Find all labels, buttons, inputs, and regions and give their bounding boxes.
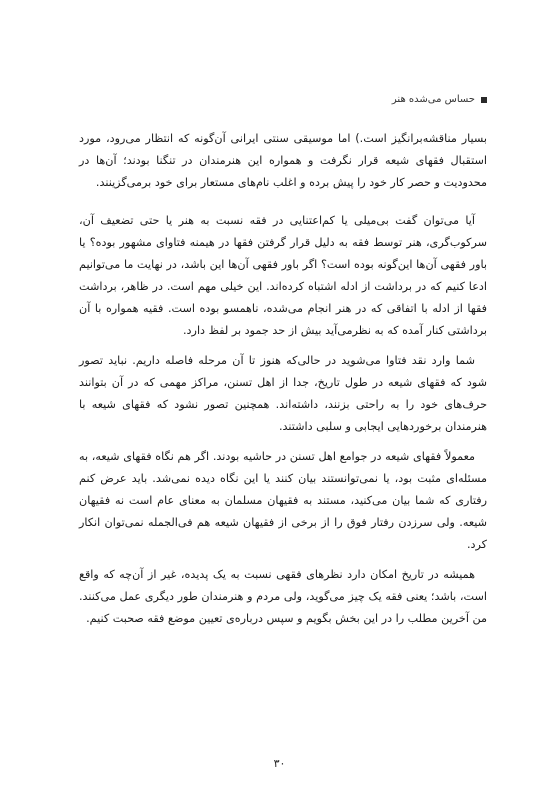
- paragraph: معمولاً فقهای شیعه در جوامع اهل تسنن در حاشیه بودند. اگر هم نگاه فقهای شیعه، به مسئله‌ای مثبت بود، یا نمی‌توانستند بیان کنند یا این نگاه دیده نمی‌شد. باید عرض کنم رفتاری که شما بیان می‌کنید، مستند به فقیهان مسلمان به معنای عام است نه فقیهان شیعه. ولی سرزدن رفتار فوق را از برخی از فقیهان شیعه هم فی‌الجمله نمی‌توان انکار کرد.: [79, 450, 487, 551]
- running-header: [392, 94, 487, 105]
- paragraph: بسیار مناقشه‌برانگیز است.) اما موسیقی سنتی ایرانی آن‌گونه که انتظار می‌رود، مورد استقبال فقهای شیعه قرار نگرفت و همواره این هنرمندان در تنگنا بودند؛ آن‌ها در محدودیت و حصر کار خود را پیش برده و اغلب نام‌های مستعار برای خود برمی‌گزینند.: [79, 132, 487, 189]
- paragraph: همیشه در تاریخ امکان دارد نظرهای فقهی نسبت به یک پدیده، غیر از آن‌چه که واقع است، باشد؛ یعنی فقه یک چیز می‌گوید، ولی مردم و هنرمندان طور دیگری عمل می‌کنند. من آخرین مطلب را در این بخش بگویم و سپس درباره‌ی تعیین موضع فقه صحبت کنیم.: [79, 568, 487, 625]
- paragraph: آیا می‌توان گفت بی‌میلی یا کم‌اعتنایی در فقه نسبت به هنر یا حتی تضعیف آن، سرکوب‌گری، هنر توسط فقه به دلیل قرار گرفتن فقها در هیمنه فتاوای مشهور بوده؟ یا باور فقهی آن‌ها این‌گونه بوده است؟ اگر باور فقهی آن‌ها این باشد، در نهایت ما می‌توانیم ادعا کنیم که در برداشت از ادله اشتباه کرده‌اند. این خیلی مهم است. در ظاهر، برداشت فقها از ادله با اتفاقی که در هنر انجام می‌شده، ناهمسو بوده است. فقیه همواره با آن برداشتی کنار آمده که به نظرمی‌آید بیش از حد جمود بر لفظ دارد.: [79, 214, 487, 337]
- page-number: ۳۰: [273, 757, 286, 770]
- body-text: [79, 128, 487, 638]
- running-title: حساس می‌شده هنر: [391, 94, 475, 105]
- header-square-icon: [481, 97, 487, 103]
- paragraph: شما وارد نقد فتاوا می‌شوید در حالی‌که هنوز تا آن مرحله فاصله داریم. نباید تصور شود که فقهای شیعه در طول تاریخ، جدا از اهل تسنن، مراکز مهمی که در آن بتوانند حرف‌های خود را به راحتی بزنند، داشته‌اند. همچنین تصور نشود که فقهای شیعه با هنرمندان برخوردهایی ایجابی و سلبی داشتند.: [79, 354, 487, 433]
